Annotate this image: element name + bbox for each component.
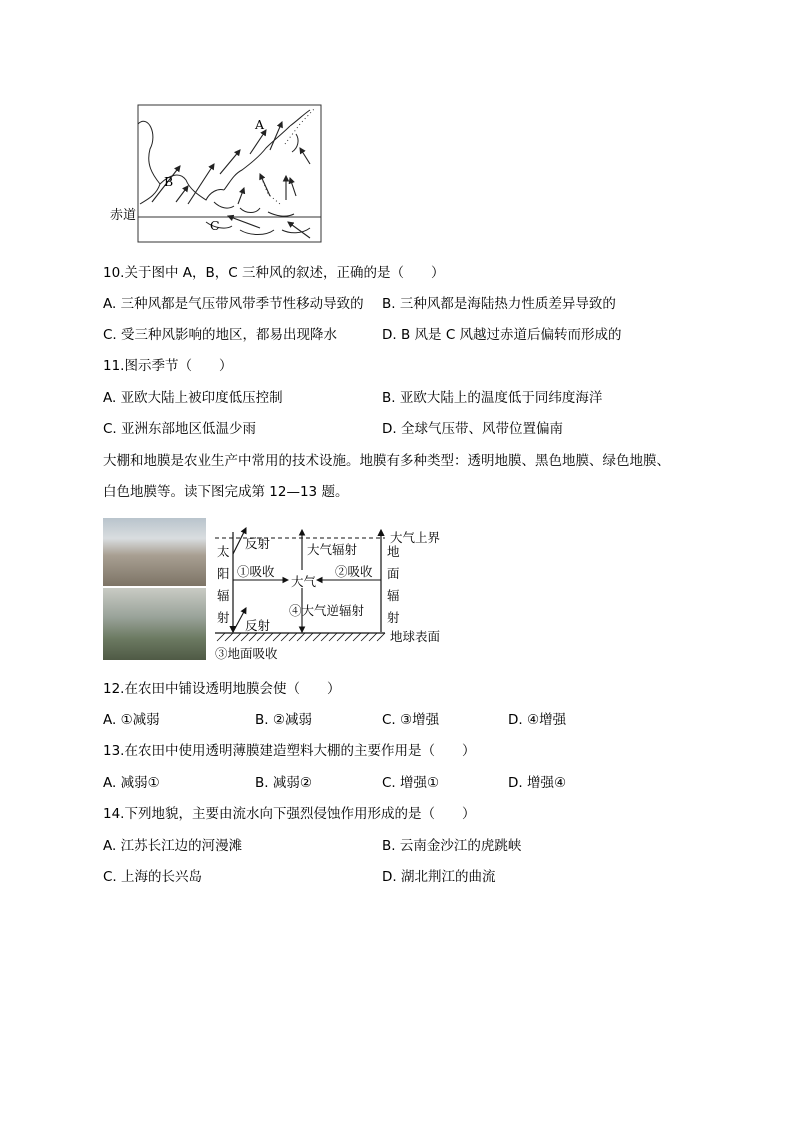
q10-option-a: A. 三种风都是气压带风带季节性移动导致的	[103, 296, 364, 312]
q13-option-c: C. 增强①	[382, 775, 440, 791]
ground-char-2: 面	[387, 566, 400, 581]
bottom-reflect-label: 反射	[245, 618, 271, 633]
ground-char-1: 地	[387, 544, 400, 559]
equator-label: 赤道	[110, 208, 137, 223]
radiation-diagram	[103, 518, 453, 663]
wind-label-b: B	[164, 174, 174, 189]
q13-option-d: D. 增强④	[508, 775, 567, 791]
q12-option-c: C. ③增强	[382, 712, 440, 728]
q14-stem: 14.下列地貌，主要由流水向下强烈侵蚀作用形成的是（ ）	[103, 806, 476, 822]
q11-option-a: A. 亚欧大陆上被印度低压控制	[103, 390, 283, 406]
atmosphere-label: 大气	[291, 574, 317, 589]
q14-option-a: A. 江苏长江边的河漫滩	[103, 838, 243, 854]
q13-option-b: B. 减弱②	[255, 775, 312, 791]
q14-option-b: B. 云南金沙江的虎跳峡	[382, 838, 522, 854]
q12-option-a: A. ①减弱	[103, 712, 160, 728]
q10-option-c: C. 受三种风影响的地区，都易出现降水	[103, 327, 338, 343]
q13-stem: 13.在农田中使用透明薄膜建造塑料大棚的主要作用是（ ）	[103, 743, 476, 759]
counter-radiation-label: ④大气逆辐射	[289, 603, 365, 618]
absorb-2-label: ②吸收	[335, 564, 373, 579]
q10-option-d: D. B 风是 C 风越过赤道后偏转而形成的	[382, 327, 622, 343]
top-reflect-label: 反射	[245, 536, 271, 551]
q11-stem: 11.图示季节（ ）	[103, 358, 233, 374]
atmosphere-radiation-label: 大气辐射	[307, 542, 358, 557]
earth-surface-label: 地球表面	[390, 629, 441, 644]
q11-option-b: B. 亚欧大陆上的温度低于同纬度海洋	[382, 390, 603, 406]
monsoon-wind-map	[110, 104, 322, 244]
solar-char-2: 阳	[217, 566, 230, 581]
q11-option-d: D. 全球气压带、风带位置偏南	[382, 421, 563, 437]
absorb-1-label: ①吸收	[237, 564, 275, 579]
q13-option-a: A. 减弱①	[103, 775, 160, 791]
intro-line-1: 大棚和地膜是农业生产中常用的技术设施。地膜有多种类型：透明地膜、黑色地膜、绿色地膜、	[103, 453, 670, 469]
ground-char-3: 辐	[387, 588, 400, 603]
solar-char-1: 太	[217, 544, 230, 559]
top-boundary-label: 大气上界	[390, 530, 441, 545]
ground-absorb-label: ③地面吸收	[215, 646, 278, 661]
wind-label-a: A	[255, 117, 265, 132]
solar-char-4: 射	[217, 610, 230, 625]
q10-stem: 10.关于图中 A，B，C 三种风的叙述，正确的是（ ）	[103, 265, 445, 281]
ground-char-4: 射	[387, 610, 400, 625]
q11-option-c: C. 亚洲东部地区低温少雨	[103, 421, 257, 437]
q12-stem: 12.在农田中铺设透明地膜会使（ ）	[103, 681, 341, 697]
q12-option-b: B. ②减弱	[255, 712, 312, 728]
wind-label-c: C	[210, 218, 220, 233]
q10-option-b: B. 三种风都是海陆热力性质差异导致的	[382, 296, 616, 312]
intro-line-2: 白色地膜等。读下图完成第 12—13 题。	[103, 484, 349, 500]
q14-option-d: D. 湖北荆江的曲流	[382, 869, 496, 885]
q12-option-d: D. ④增强	[508, 712, 567, 728]
solar-char-3: 辐	[217, 588, 230, 603]
q14-option-c: C. 上海的长兴岛	[103, 869, 203, 885]
